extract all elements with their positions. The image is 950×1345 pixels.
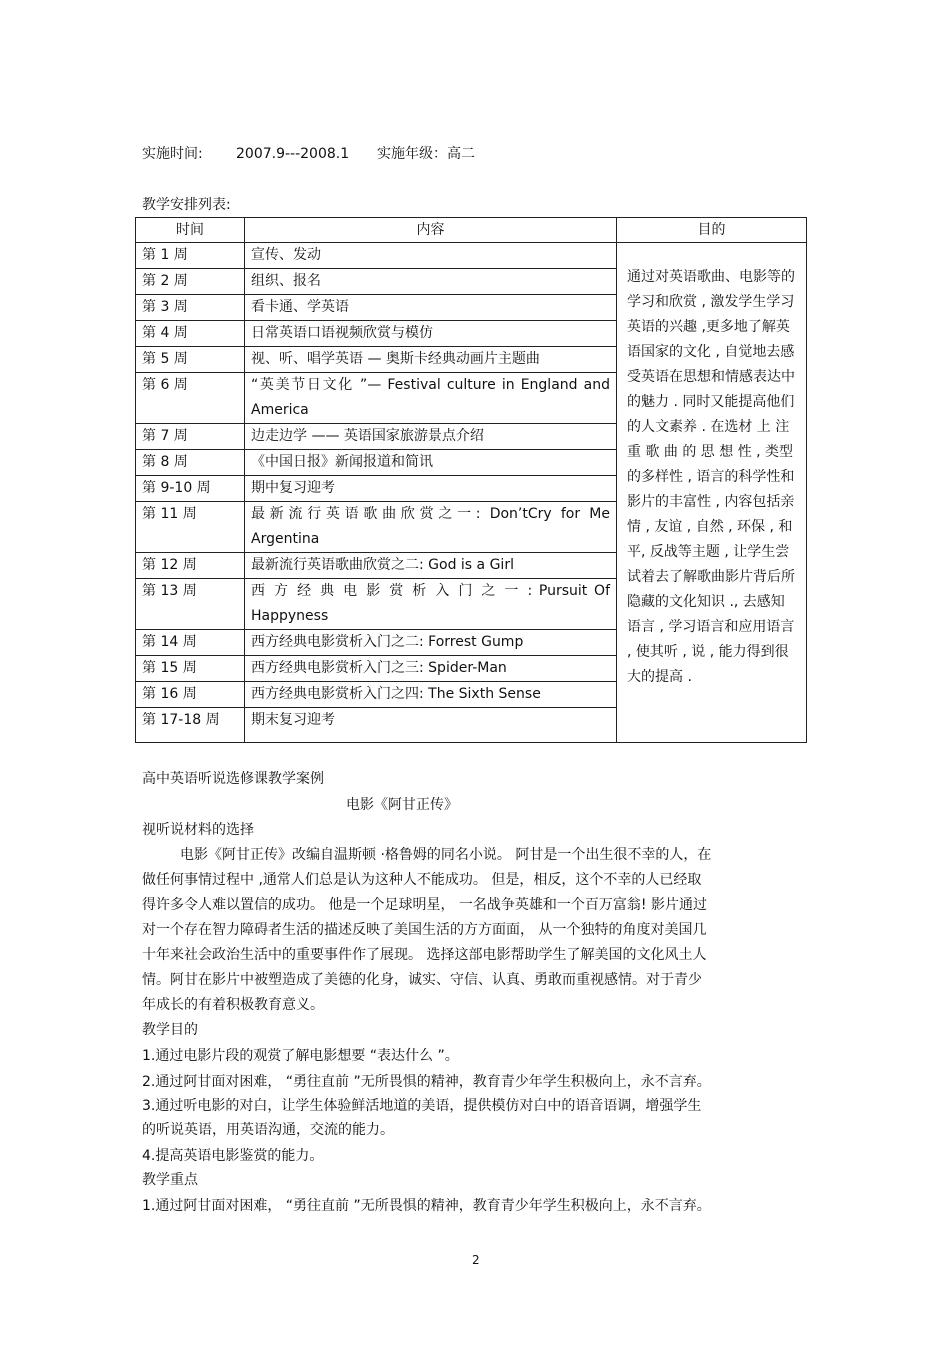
content-cell: 期末复习迎考 <box>245 708 617 743</box>
week-cell: 第 11 周 <box>136 502 245 553</box>
focus-item: 1.通过阿甘面对困难， “勇往直前 ”无所畏惧的精神，教育青少年学生积极向上，永不言弃。 <box>142 1198 711 1214</box>
content-cell: 视、听、唱学英语 — 奥斯卡经典动画片主题曲 <box>245 347 617 373</box>
table-row <box>136 243 807 269</box>
goal-item: 的听说英语，用英语沟通，交流的能力。 <box>142 1122 394 1138</box>
week-cell: 第 3 周 <box>136 295 245 321</box>
content-cell: 西方经典电影赏析入门之四: The Sixth Sense <box>245 682 617 708</box>
week-cell: 第 4 周 <box>136 321 245 347</box>
purpose-cell: 通过对英语歌曲、电影等的学习和欣赏 , 激发学生学习英语的兴趣 ,更多地了解英语国家的文化 , 自觉地去感受英语在思想和情感表达中的魅力 . 同时又能提高他们的人文素养 . 在选材 上 注 重 歌 曲 的 思 想 性 , 类型的多样性 , 语言的科学性和影片的丰富性 , 内容包括亲情 , 友谊 , 自然 , 环保 , 和平, 反战等主题 , 让学生尝试着去了解歌曲影片背后所隐藏的文化知识 ., 去感知语言 , 学习语言和应用语言 , 使其听 , 说 , 能力得到很大的提高 . <box>617 243 807 743</box>
table-header-row <box>136 218 807 243</box>
content-line: 西 方 经 典 电 影 赏 析 入 门 之 一 : Pursuit Of <box>251 583 610 599</box>
week-cell: 第 17-18 周 <box>136 708 245 743</box>
schedule-table <box>135 217 807 743</box>
case-subtitle: 电影《阿甘正传》 <box>346 797 458 813</box>
implementation-time-label: 实施时间: <box>142 146 203 162</box>
content-cell: 西方经典电影赏析入门之二: Forrest Gump <box>245 630 617 656</box>
implementation-grade: 实施年级：高二 <box>377 146 475 162</box>
content-line: “英美节日文化 ”— Festival culture in England and <box>251 377 610 393</box>
week-cell: 第 2 周 <box>136 269 245 295</box>
content-line: America <box>251 402 309 418</box>
content-cell: 看卡通、学英语 <box>245 295 617 321</box>
paragraph-line: 做任何事情过程中 ,通常人们总是认为这种人不能成功。 但是，相反，这个不幸的人已经取 <box>142 872 702 888</box>
section-heading-goals: 教学目的 <box>142 1022 198 1038</box>
content-cell: 期中复习迎考 <box>245 476 617 502</box>
week-cell: 第 6 周 <box>136 373 245 424</box>
paragraph-line: 年成长的有着积极教育意义。 <box>142 997 324 1013</box>
content-cell: 组织、报名 <box>245 269 617 295</box>
week-cell: 第 9-10 周 <box>136 476 245 502</box>
goal-item: 1.通过电影片段的观赏了解电影想要 “表达什么 ”。 <box>142 1048 459 1064</box>
paragraph-line: 得许多令人难以置信的成功。 他是一个足球明星， 一名战争英雄和一个百万富翁! 影片通过 <box>142 897 707 913</box>
implementation-time-value: 2007.9---2008.1 <box>236 146 350 162</box>
week-cell: 第 16 周 <box>136 682 245 708</box>
week-cell: 第 8 周 <box>136 450 245 476</box>
week-cell: 第 5 周 <box>136 347 245 373</box>
week-cell: 第 1 周 <box>136 243 245 269</box>
schedule-caption: 教学安排列表: <box>142 197 231 213</box>
paragraph-line: 对一个存在智力障碍者生活的描述反映了美国生活的方方面面， 从一个独特的角度对美国几 <box>142 922 707 938</box>
case-title: 高中英语听说选修课教学案例 <box>142 771 324 787</box>
week-cell: 第 12 周 <box>136 553 245 579</box>
content-cell <box>245 373 617 424</box>
content-cell <box>245 579 617 630</box>
goal-item: 2.通过阿甘面对困难， “勇往直前 ”无所畏惧的精神，教育青少年学生积极向上，永不言弃。 <box>142 1074 711 1090</box>
content-line: Argentina <box>251 531 320 547</box>
content-cell: 日常英语口语视频欣赏与模仿 <box>245 321 617 347</box>
week-cell: 第 15 周 <box>136 656 245 682</box>
paragraph-line: 电影《阿甘正传》改编自温斯顿 ·格鲁姆的同名小说。 阿甘是一个出生很不幸的人，在 <box>180 847 712 863</box>
section-heading-materials: 视听说材料的选择 <box>142 822 254 838</box>
column-header-purpose: 目的 <box>617 218 807 243</box>
content-cell: 边走边学 —— 英语国家旅游景点介绍 <box>245 424 617 450</box>
column-header-time: 时间 <box>136 218 245 243</box>
page-number: 2 <box>472 1253 480 1267</box>
content-cell: 最新流行英语歌曲欣赏之二: God is a Girl <box>245 553 617 579</box>
goal-item: 4.提高英语电影鉴赏的能力。 <box>142 1148 324 1164</box>
week-cell: 第 14 周 <box>136 630 245 656</box>
column-header-content: 内容 <box>245 218 617 243</box>
content-cell: 西方经典电影赏析入门之三: Spider-Man <box>245 656 617 682</box>
paragraph-line: 十年来社会政治生活中的重要事件作了展现。 选择这部电影帮助学生了解美国的文化风土人 <box>142 947 707 963</box>
content-cell: 《中国日报》新闻报道和简讯 <box>245 450 617 476</box>
week-cell: 第 13 周 <box>136 579 245 630</box>
goal-item: 3.通过听电影的对白，让学生体验鲜活地道的美语，提供模仿对白中的语音语调，增强学生 <box>142 1098 702 1114</box>
paragraph-line: 情。阿甘在影片中被塑造成了美德的化身，诚实、守信、认真、勇敢而重视感情。对于青少 <box>142 972 702 988</box>
content-line: Happyness <box>251 608 329 624</box>
section-heading-focus: 教学重点 <box>142 1172 198 1188</box>
content-cell: 宣传、发动 <box>245 243 617 269</box>
content-cell <box>245 502 617 553</box>
week-cell: 第 7 周 <box>136 424 245 450</box>
content-line: 最新流行英语歌曲欣赏之一: Don’tCry for Me <box>251 506 610 522</box>
